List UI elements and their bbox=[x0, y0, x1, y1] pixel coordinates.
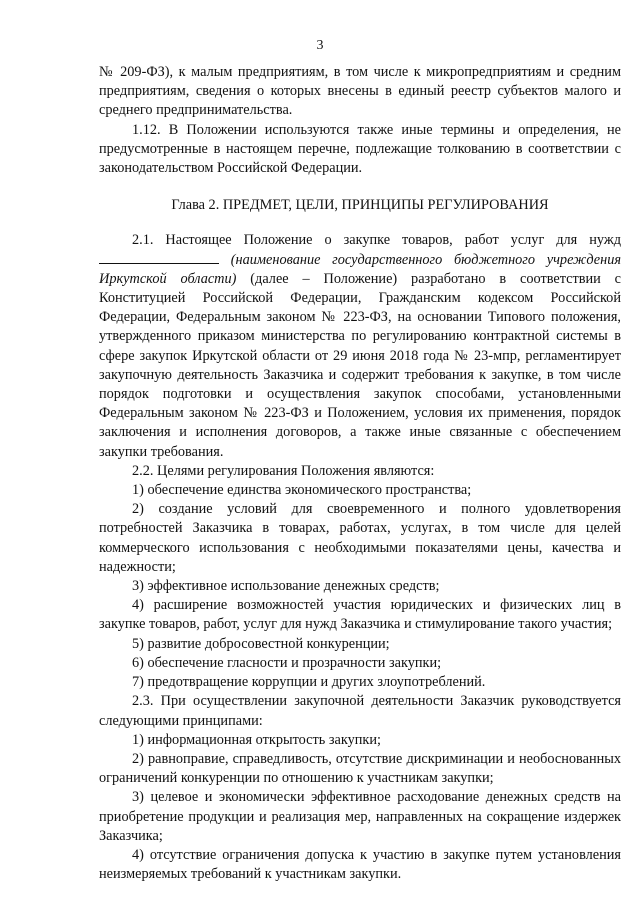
goal-item: 7) предотвращение коррупции и других злоупотреблений. bbox=[132, 674, 486, 691]
goal-item: 5) развитие добросовестной конкуренции; bbox=[132, 635, 390, 652]
chapter-heading: Глава 2. ПРЕДМЕТ, ЦЕЛИ, ПРИНЦИПЫ РЕГУЛИРОВАНИЯ bbox=[171, 197, 549, 214]
goal-item: 4) расширение возможностей участия юридических и физических лиц в закупке товаров, работ, услуг для нужд Заказчика и стимулирование такого участия; bbox=[99, 597, 621, 633]
paragraph-2-1-italic: (наименование государственного бюджетного учреждения Иркутской области) bbox=[99, 251, 621, 287]
goal-item: 1) обеспечение единства экономического пространства; bbox=[132, 482, 472, 499]
paragraph-1-12: 1.12. В Положении используются также иные термины и определения, не предусмотренные в настоящем перечне, подлежащие толкованию в соответствии с законодательством Российской Федерации. bbox=[99, 121, 621, 177]
paragraph-2-3: 2.3. При осуществлении закупочной деятельности Заказчик руководствуется следующими принципами: bbox=[99, 693, 621, 729]
principle-item: 4) отсутствие ограничения допуска к участию в закупке путем установления неизмеряемых требований к участникам закупки. bbox=[99, 846, 621, 883]
principle-item: 1) информационная открытость закупки; bbox=[132, 731, 381, 748]
goal-item: 2) создание условий для своевременного и полного удовлетворения потребностей Заказчика в товарах, работах, услугах, в том числе для целей коммерческого использования с необходимыми показателями цены, качества и надежности; bbox=[99, 501, 621, 575]
paragraph-2-1-start: 2.1. Настоящее Положение о закупке товаров, работ услуг для нужд bbox=[132, 232, 621, 249]
continued-paragraph: № 209-ФЗ), к малым предприятиям, в том числе к микропредприятиям и средним предприятиям, сведения о которых внесены в единый реестр субъектов малого и среднего предпринимательства. bbox=[99, 64, 621, 119]
goal-item: 3) эффективное использование денежных средств; bbox=[132, 578, 440, 595]
paragraph-2-2: 2.2. Целями регулирования Положения являются: bbox=[132, 462, 435, 479]
document-body bbox=[99, 63, 621, 884]
principle-item: 3) целевое и экономически эффективное расходование денежных средств на приобретение продукции и реализация мер, направленных на сокращение издержек Заказчика; bbox=[99, 789, 621, 844]
paragraph-2-1-rest: (далее – Положение) разработано в соответствии с Конституцией Российской Федерации, Гражданским кодексом Российской Федерации, Федеральным законом № 223-ФЗ, на основании Типового положения, утвержденного приказом министерства по регулированию контрактной системы в сфере закупок Иркутской области от 29 июня 2018 года № 23-мпр, регламентирует закупочную деятельность Заказчика и содержит требования к закупке, в том числе порядок подготовки и осуществления закупок способами, установленными Федеральным законом № 223-ФЗ и Положением, условия их применения, порядок заключения и исполнения договоров, а также иные связанные с обеспечением закупки требования. bbox=[99, 270, 621, 460]
page-number: 3 bbox=[316, 38, 324, 53]
goal-item: 6) обеспечение гласности и прозрачности закупки; bbox=[132, 654, 442, 671]
blank-fill-line bbox=[99, 251, 219, 264]
principle-item: 2) равноправие, справедливость, отсутствие дискриминации и необоснованных ограничений конкуренции по отношению к участникам закупки; bbox=[99, 750, 621, 787]
paragraph-2-1 bbox=[99, 231, 621, 461]
